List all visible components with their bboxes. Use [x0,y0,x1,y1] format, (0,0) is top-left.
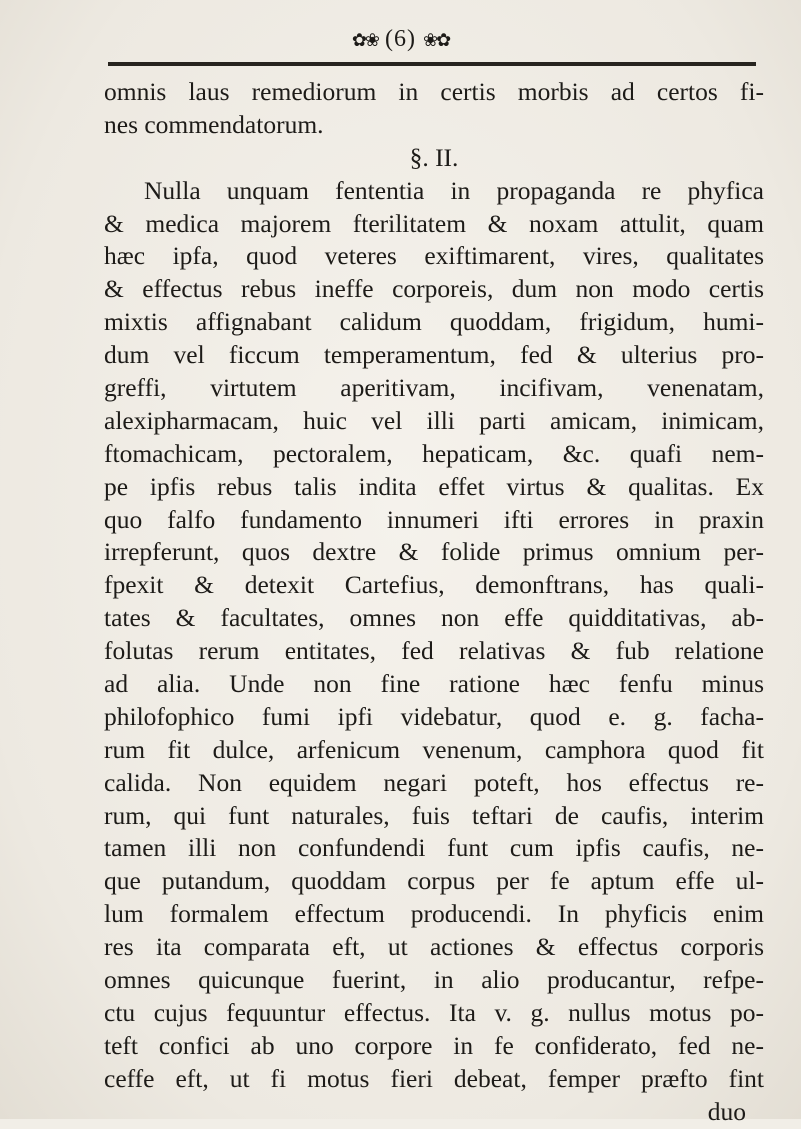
text-line: tamen illi non confundendi funt cum ipfis caufis, ne- [104,833,764,863]
text-line: philofophico fumi ipfi videbatur, quod e. g. facha- [104,701,764,731]
text-line: folutas rerum entitates, fed relativas & fub relatione [104,636,764,666]
text-line: teft confici ab uno corpore in fe confiderato, fed ne- [104,1030,764,1060]
section-heading: §. II. [409,142,459,172]
text-line: omnes quicunque fuerint, in alio producantur, refpe- [104,965,764,995]
text-line: quo falfo fundamento innumeri ifti errores in praxin [104,504,764,534]
text-line: ctu cujus fequuntur effectus. Ita v. g. nullus motus po- [104,997,764,1027]
text-line: omnis laus remediorum in certis morbis ad certos fi- [104,77,764,106]
header-rule [108,62,756,66]
text-line: & medica majorem fterilitatem & noxam attulit, quam [104,208,764,238]
ornament-right-icon: ❀✿ [422,30,450,50]
catchword: duo [707,1096,746,1126]
page-header [0,18,801,58]
text-line: calida. Non equidem negari poteft, hos effectus re- [104,767,764,797]
text-line: pe ipfis rebus talis indita effet virtus & qualitas. Ex [104,471,764,501]
text-line: que putandum, quoddam corpus per fe aptum effe ul- [104,866,764,896]
text-line: ad alia. Unde non fine ratione hæc fenfu minus [104,669,764,699]
text-line: fpexit & detexit Cartefius, demonftrans, has quali- [104,570,764,600]
page-number: (6) [385,26,416,52]
body-text [104,76,764,1129]
text-line: & effectus rebus ineffe corporeis, dum non modo certis [104,274,764,304]
text-line: rum, qui funt naturales, fuis teftari de caufis, interim [104,800,764,830]
text-line: lum formalem effectum producendi. In phyficis enim [104,899,764,929]
text-line: greffi, virtutem aperitivam, incifivam, venenatam, [104,373,764,403]
text-line: mixtis affignabant calidum quoddam, frigidum, humi- [104,307,764,337]
ornament-left-icon: ✿❀ [351,30,378,50]
text-line: dum vel ficcum temperamentum, fed & ulterius pro- [104,340,764,370]
text-line: res ita comparata eft, ut actiones & effectus corporis [104,932,764,962]
text-line: hæc ipfa, quod veteres exiftimarent, vires, qualitates [104,241,764,271]
text-line: irrepferunt, quos dextre & folide primus omnium per- [104,537,764,567]
text-line: nes commendatorum. [104,109,324,139]
text-line: tates & facultates, omnes non effe quidditativas, ab- [104,603,764,633]
text-line: rum fit dulce, arfenicum venenum, camphora quod fit [104,734,764,764]
text-line: ftomachicam, pectoralem, hepaticam, &c. quafi nem- [104,438,764,468]
header-line [352,26,449,53]
text-line: alexipharmacam, huic vel illi parti amicam, inimicam, [104,405,764,435]
text-line: Nulla unquam fententia in propaganda re phyfica [144,175,764,205]
text-line: ceffe eft, ut fi motus fieri debeat, femper præfto fint [104,1063,764,1093]
